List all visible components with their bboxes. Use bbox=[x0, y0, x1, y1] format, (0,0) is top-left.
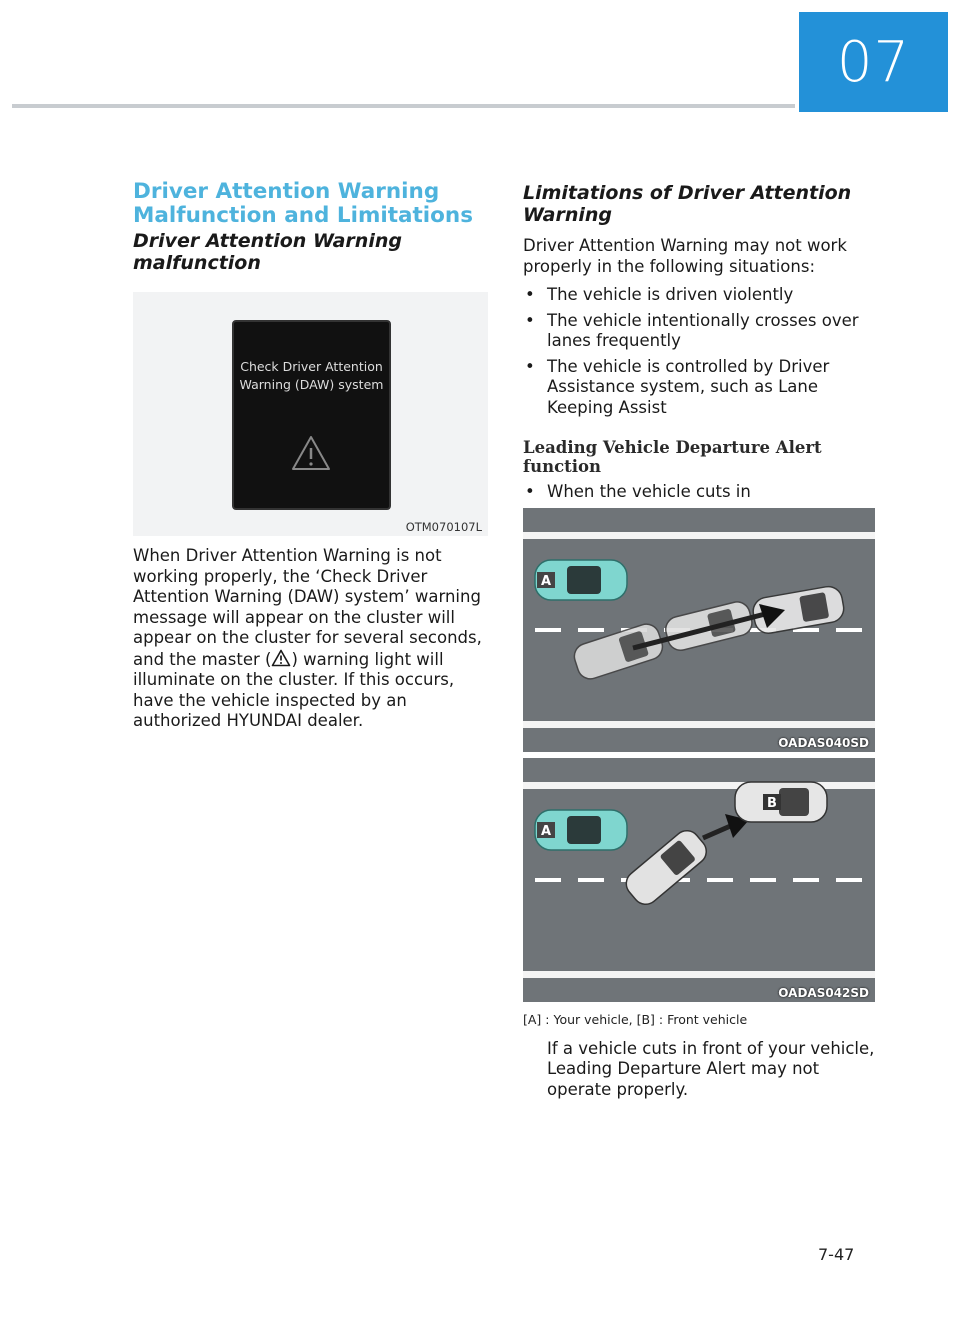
cut-in-figure-1 bbox=[523, 508, 875, 752]
road-illustration-1 bbox=[523, 508, 875, 752]
svg-text:B: B bbox=[767, 795, 777, 811]
front-vehicle-b bbox=[735, 782, 827, 822]
paragraph-text-1: When Driver Attention Warning is not working properly, the ‘Check Driver Attention Warning (DAW) system’ warning message will appear on the cluster will appear on the cluster for several seconds, and the master ( bbox=[133, 546, 482, 669]
list-item: • The vehicle intentionally crosses over lanes frequently bbox=[525, 310, 859, 350]
cut-in-figure-2 bbox=[523, 758, 875, 1002]
section-title: Driver Attention Warning Malfunction and Limitations bbox=[133, 179, 474, 228]
lvda-list bbox=[523, 482, 875, 503]
figure-code: OADAS042SD bbox=[778, 985, 869, 1000]
your-vehicle-a bbox=[535, 810, 627, 850]
list-item: • The vehicle is controlled by Driver Assistance system, such as Lane Keeping Assist bbox=[525, 356, 830, 417]
warning-triangle-icon bbox=[290, 434, 332, 472]
limitations-list bbox=[523, 285, 875, 418]
figure-code: OADAS040SD bbox=[778, 735, 869, 750]
your-vehicle-a bbox=[535, 560, 627, 600]
svg-text:A: A bbox=[541, 823, 552, 839]
figure-code: OTM070107L bbox=[405, 520, 482, 534]
cut-in-note: If a vehicle cuts in front of your vehicle, Leading Departure Alert may not operate properly. bbox=[547, 1038, 875, 1099]
road-illustration-2 bbox=[523, 758, 875, 1002]
cluster-figure bbox=[133, 292, 488, 536]
chapter-tab: 07 bbox=[799, 12, 948, 112]
sub-title: Driver Attention Warning malfunction bbox=[133, 230, 402, 274]
master-warning-icon bbox=[271, 649, 291, 667]
header-rule bbox=[12, 104, 795, 108]
page-number: 7-47 bbox=[818, 1245, 855, 1264]
limitations-title: Limitations of Driver Attention Warning bbox=[523, 182, 852, 226]
limitations-intro: Driver Attention Warning may not work properly in the following situations: bbox=[523, 236, 847, 276]
lvda-heading: Leading Vehicle Departure Alert function bbox=[523, 438, 822, 476]
cluster-screen bbox=[232, 320, 391, 510]
paragraph-text-2: ) warning light will illuminate on the cluster. If this occurs, have the vehicle inspected by an authorized HYUNDAI dealer. bbox=[133, 649, 455, 730]
cluster-message: Check Driver Attention Warning (DAW) system bbox=[239, 359, 384, 392]
left-column bbox=[133, 180, 488, 732]
right-column bbox=[523, 180, 875, 1100]
list-item: • When the vehicle cuts in bbox=[525, 482, 751, 501]
malfunction-paragraph bbox=[133, 546, 488, 732]
list-item: • The vehicle is driven violently bbox=[525, 285, 794, 304]
svg-text:A: A bbox=[541, 573, 552, 589]
figure-legend: [A] : Your vehicle, [B] : Front vehicle bbox=[523, 1011, 748, 1027]
